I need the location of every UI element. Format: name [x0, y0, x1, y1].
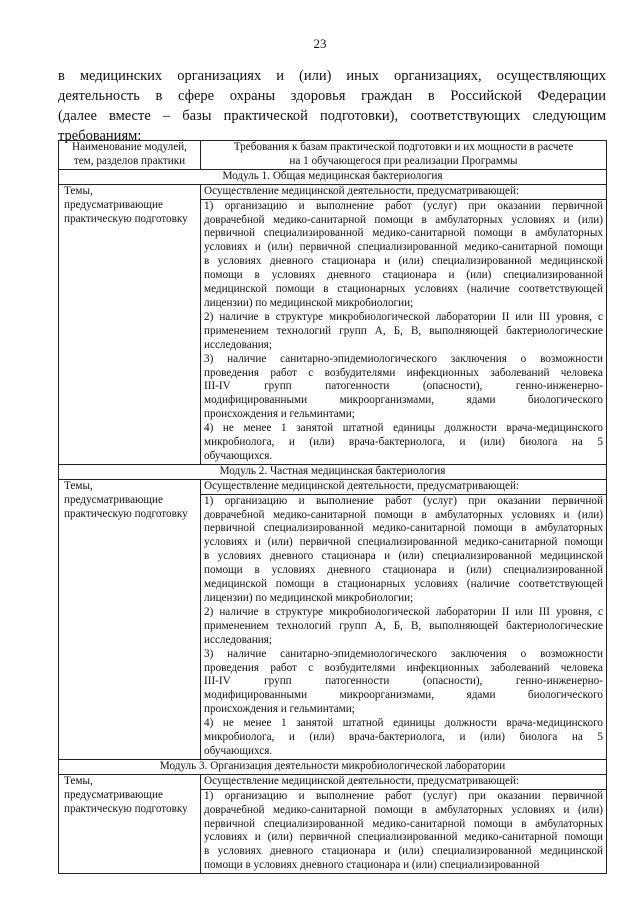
- requirements-cell: [201, 479, 607, 759]
- topic-cell: [59, 479, 201, 759]
- topic-line: Темы,: [64, 479, 93, 492]
- requirements-cell: [201, 774, 607, 873]
- intro-paragraph: [58, 66, 606, 146]
- topic-line: практическую подготовку: [64, 507, 188, 520]
- topic-cell: [59, 774, 201, 873]
- requirement-line: доврачебной медико-санитарной помощи в амбулаторных условиях и (или): [204, 508, 603, 521]
- requirement-line: исследования;: [204, 633, 272, 646]
- topic-line: предусматривающие: [64, 788, 163, 801]
- intro-line: деятельность в сфере охраны здоровья граждан в Российской Федерации: [58, 88, 606, 104]
- requirement-line: медицинской помощи в стационарных условиях (наличие соответствующей: [204, 578, 603, 591]
- requirement-line: Осуществление медицинской деятельности, предусматривающей:: [204, 774, 520, 787]
- topic-line: предусматривающие: [64, 198, 163, 211]
- requirement-line: медицинской помощи в стационарных условиях (наличие соответствующей: [204, 283, 603, 296]
- requirement-line: 4) не менее 1 занятой штатной единицы должности врача-медицинского: [204, 717, 603, 730]
- requirement-line: лицензии) по медицинской микробиологии;: [204, 296, 414, 309]
- topic-line: Темы,: [64, 184, 93, 197]
- requirement-line: 4) не менее 1 занятой штатной единицы должности врача-медицинского: [204, 422, 603, 435]
- module-title-row: [59, 169, 607, 184]
- requirement-line: в условиях дневного стационара и (или) специализированной медицинской: [204, 550, 603, 563]
- header-text: Наименование модулей,: [72, 141, 187, 153]
- requirement-line: условиях и (или) первичной специализированной медико-санитарной помощи: [204, 241, 603, 254]
- requirement-line: 3) наличие санитарно-эпидемиологического заключения о возможности: [204, 647, 603, 660]
- requirement-line: в условиях дневного стационара и (или) специализированной медицинской: [204, 845, 603, 858]
- page-number: 23: [313, 36, 327, 51]
- module-title: Модуль 2. Частная медицинская бактериология: [59, 464, 607, 479]
- module-title: Модуль 3. Организация деятельности микробиологической лаборатории: [59, 759, 607, 774]
- requirement-line: применением технологий групп А, Б, В, выполняющей бактериологические: [204, 324, 603, 337]
- requirement-line: условиях и (или) первичной специализированной медико-санитарной помощи: [204, 831, 603, 844]
- requirement-line: доврачебной медико-санитарной помощи в амбулаторных условиях и (или): [204, 803, 603, 816]
- header-text: на 1 обучающегося при реализации Программы: [289, 154, 518, 167]
- table-header-row: [59, 141, 607, 170]
- topic-line: практическую подготовку: [64, 212, 188, 225]
- requirements-table: [58, 140, 607, 874]
- topic-cell: [59, 184, 201, 464]
- requirement-line: III-IV групп патогенности (опасности), генно-инженерно-: [204, 380, 603, 393]
- module-content-row: [59, 774, 607, 873]
- module-title: Модуль 1. Общая медицинская бактериология: [59, 169, 607, 184]
- header-col-requirements: [201, 141, 607, 170]
- requirement-line: доврачебной медико-санитарной помощи в амбулаторных условиях и (или): [204, 213, 603, 226]
- topic-line: Темы,: [64, 774, 93, 787]
- module-title-row: [59, 464, 607, 479]
- requirement-line: помощи в условиях дневного стационара и (или) специализированной: [204, 859, 540, 872]
- intro-line: в медицинских организациях и (или) иных организациях, осуществляющих: [58, 68, 606, 84]
- header-text: тем, разделов практики: [73, 154, 186, 167]
- requirement-line: Осуществление медицинской деятельности, предусматривающей:: [204, 479, 520, 492]
- intro-line: требованиям:: [58, 128, 142, 144]
- intro-line: (далее вместе – базы практической подготовки), соответствующих следующим: [58, 108, 606, 124]
- requirement-line: первичной специализированной медико-санитарной помощи в амбулаторных: [204, 817, 603, 830]
- modules-body: [59, 169, 607, 873]
- requirement-line: модифицированными микроорганизмами, ядами биологического: [204, 394, 603, 407]
- requirement-line: проведения работ с возбудителями инфекционных заболеваний человека: [204, 366, 603, 379]
- requirement-line: микробиолога, и (или) врача-бактериолога, и (или) биолога на 5: [204, 731, 603, 744]
- requirement-line: микробиолога, и (или) врача-бактериолога, и (или) биолога на 5: [204, 436, 603, 449]
- requirement-line: лицензии) по медицинской микробиологии;: [204, 592, 414, 604]
- header-col-modules: [59, 141, 201, 170]
- requirement-line: Осуществление медицинской деятельности, предусматривающей:: [204, 184, 520, 197]
- requirement-line: исследования;: [204, 338, 272, 351]
- topic-line: практическую подготовку: [64, 802, 188, 815]
- requirement-line: 1) организацию и выполнение работ (услуг) при оказании первичной: [201, 199, 606, 214]
- module-content-row: [59, 184, 607, 464]
- requirement-line: 1) организацию и выполнение работ (услуг) при оказании первичной: [201, 789, 606, 804]
- requirement-line: происхождения и гельминтами;: [204, 703, 355, 716]
- requirement-line: обучающихся.: [204, 449, 273, 462]
- requirement-line: помощи в условиях дневного стационара и (или) специализированной: [204, 269, 603, 282]
- requirement-line: обучающихся.: [204, 744, 273, 757]
- module-title-row: [59, 759, 607, 774]
- requirement-line: помощи в условиях дневного стационара и (или) специализированной: [204, 564, 603, 577]
- requirements-cell: [201, 184, 607, 464]
- requirement-line: 2) наличие в структуре микробиологической лаборатории II или III уровня, с: [204, 605, 603, 618]
- requirement-line: 3) наличие санитарно-эпидемиологического заключения о возможности: [204, 352, 603, 365]
- requirement-line: проведения работ с возбудителями инфекционных заболеваний человека: [204, 661, 603, 674]
- header-text: Требования к базам практической подготовки и их мощности в расчете: [233, 141, 574, 153]
- requirement-line: 2) наличие в структуре микробиологической лаборатории II или III уровня, с: [204, 310, 603, 323]
- requirement-line: условиях и (или) первичной специализированной медико-санитарной помощи: [204, 536, 603, 549]
- topic-line: предусматривающие: [64, 493, 163, 506]
- requirement-line: первичной специализированной медико-санитарной помощи в амбулаторных: [204, 522, 603, 535]
- requirement-line: применением технологий групп А, Б, В, выполняющей бактериологические: [204, 619, 603, 632]
- requirement-line: модифицированными микроорганизмами, ядами биологического: [204, 689, 603, 702]
- requirement-line: 1) организацию и выполнение работ (услуг) при оказании первичной: [201, 494, 606, 509]
- requirement-line: первичной специализированной медико-санитарной помощи в амбулаторных: [204, 227, 603, 240]
- requirement-line: III-IV групп патогенности (опасности), генно-инженерно-: [204, 675, 603, 688]
- requirement-line: происхождения и гельминтами;: [204, 408, 355, 421]
- module-content-row: [59, 479, 607, 759]
- requirement-line: в условиях дневного стационара и (или) специализированной медицинской: [204, 255, 603, 268]
